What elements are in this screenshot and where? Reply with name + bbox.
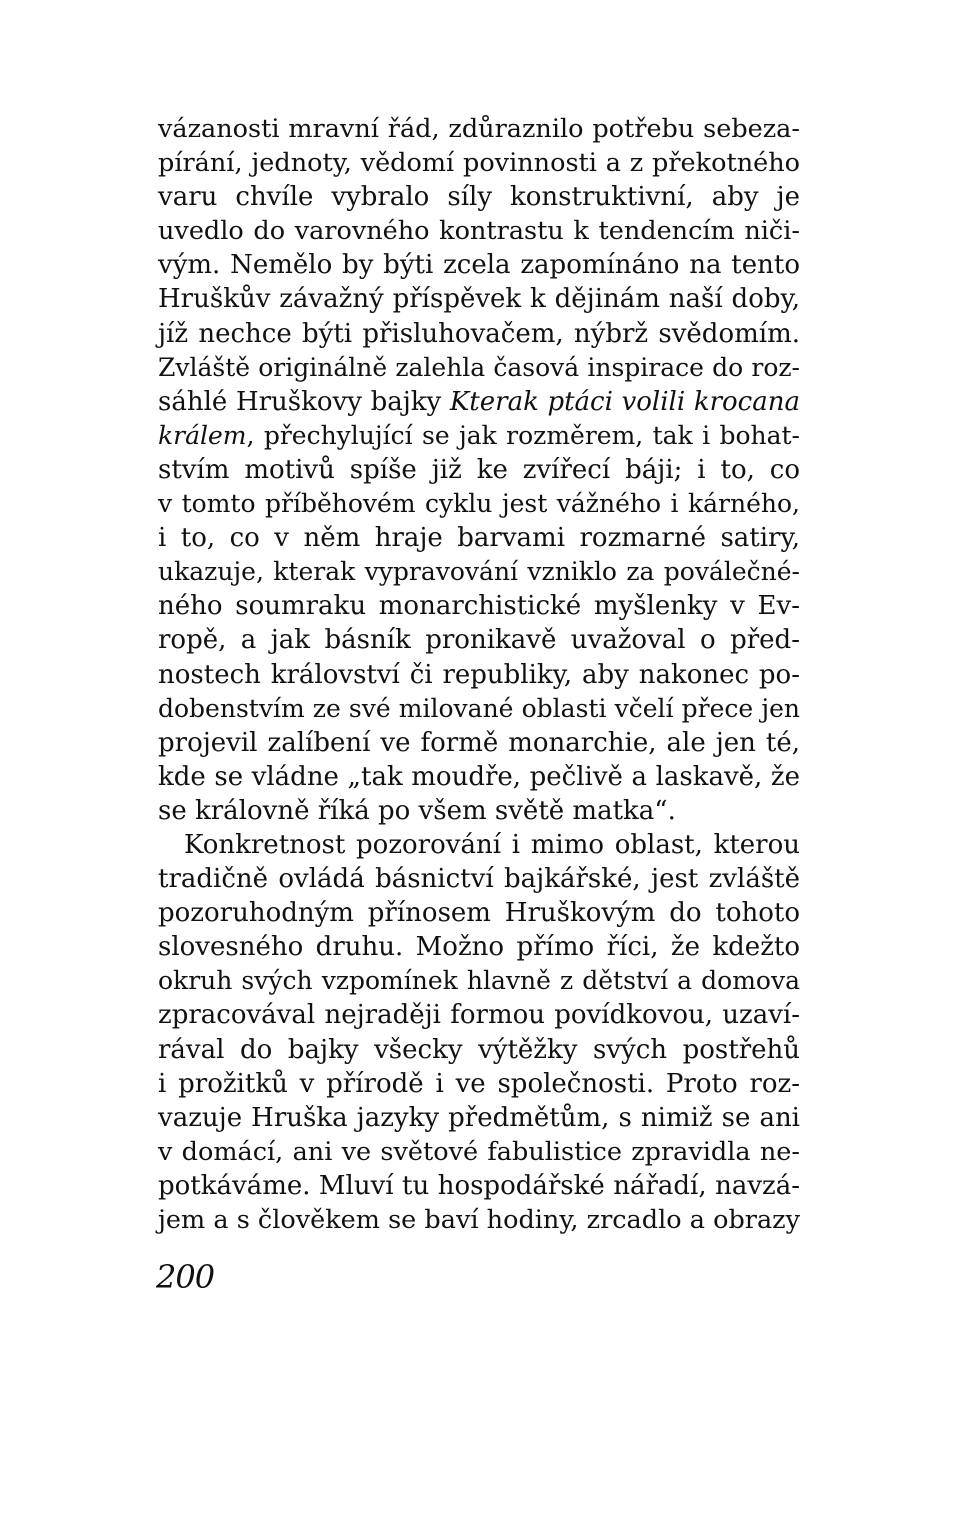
text-line: jíž nechce býti přisluhovačem, nýbrž svědomím. (158, 318, 800, 349)
text-line: projevil zalíbení ve formě monarchie, ale jen té, (158, 727, 800, 758)
text-line: i prožitků v přírodě i ve společnosti. Proto roz- (158, 1068, 800, 1099)
text-line-start: sáhlé Hruškovy bajky (158, 386, 450, 417)
text-line: Konkretnost pozorování i mimo oblast, kterou (184, 829, 800, 860)
text-line: vazuje Hruška jazyky předmětům, s nimiž se ani (158, 1102, 800, 1133)
text-line: potkáváme. Mluví tu hospodářské nářadí, navzá- (158, 1170, 800, 1201)
text-line: nostech království či republiky, aby nakonec po- (158, 659, 800, 690)
text-line: vázanosti mravní řád, zdůraznilo potřebu sebeza- (158, 114, 800, 144)
text-line: kde se vládne „tak moudře, pečlivě a laskavě, že (158, 761, 800, 792)
text-line: v tomto příběhovém cyklu jest vážného i kárného, (158, 489, 800, 519)
page-number: 200 (156, 1258, 215, 1296)
text-line: v domácí, ani ve světové fabulistice zpravidla ne- (158, 1136, 800, 1167)
text-line: varu chvíle vybralo síly konstruktivní, aby je (158, 182, 800, 213)
text-line: pozoruhodným přínosem Hruškovým do tohoto (158, 898, 800, 929)
text-line: rával do bajky všecky výtěžky svých postřehů (158, 1034, 800, 1065)
text-line: tradičně ovládá básnictví bajkářské, jest zvláště (158, 864, 800, 895)
paragraph-2 (158, 828, 800, 1237)
text-line: pírání, jednoty, vědomí povinnosti a z překotného (158, 148, 800, 179)
text-line: ropě, a jak básník pronikavě uvažoval o před- (158, 625, 800, 656)
text-line: okruh svých vzpomínek hlavně z dětství a domova (158, 966, 800, 996)
text-line: zpracovával nejraději formou povídkovou, uzaví- (158, 1000, 800, 1031)
text-line-with-title (158, 385, 800, 419)
text-line-with-title (158, 419, 800, 453)
text-line-end: , přechylující se jak rozměrem, tak i bohat- (246, 420, 800, 450)
italic-book-title-end: králem (158, 420, 247, 450)
text-line: ného soumraku monarchistické myšlenky v Ev- (158, 591, 800, 622)
text-line: se královně říká po všem světě matka“. (158, 795, 676, 826)
text-line: stvím motivů spíše již ke zvířecí báji; i to, co (158, 454, 800, 485)
text-line: dobenstvím ze své milované oblasti včelí přece jen (158, 693, 800, 723)
text-line: i to, co v něm hraje barvami rozmarné satiry, (158, 523, 800, 554)
italic-book-title: Kterak ptáci volili krocana (449, 386, 800, 417)
text-line: Hruškův závažný příspěvek k dějinám naší doby, (158, 284, 800, 315)
paragraph-1 (158, 112, 800, 828)
text-line: slovesného druhu. Možno přímo říci, že kdežto (158, 932, 800, 963)
text-line: Zvláště originálně zalehla časová inspirace do roz- (158, 352, 800, 382)
text-line: vým. Nemělo by býti zcela zapomínáno na tento (158, 250, 800, 281)
body-text (158, 112, 800, 1237)
text-line: uvedlo do varovného kontrastu k tendencím niči- (158, 216, 800, 247)
text-line: ukazuje, kterak vypravování vzniklo za poválečné- (158, 557, 800, 587)
text-line: jem a s člověkem se baví hodiny, zrcadlo a obrazy (158, 1205, 800, 1235)
